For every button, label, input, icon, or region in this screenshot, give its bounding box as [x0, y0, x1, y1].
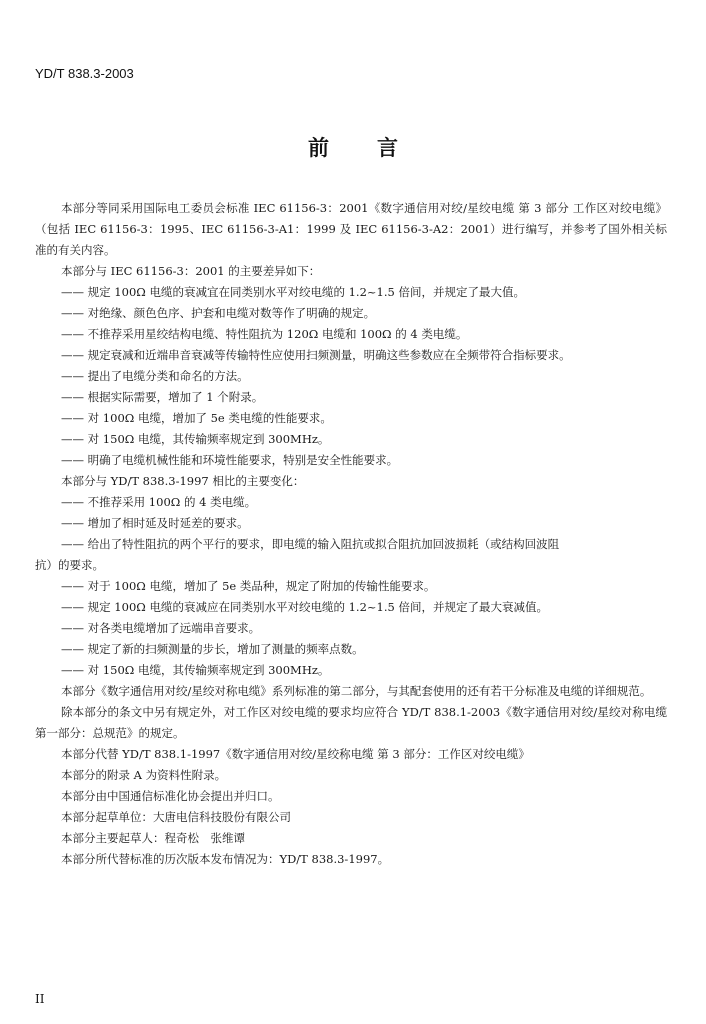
list-item: —— 不推荐采用星绞结构电缆、特性阻抗为 120Ω 电缆和 100Ω 的 4 类电缆。	[61, 327, 468, 341]
list-item: —— 对 150Ω 电缆，其传输频率规定到 300MHz。	[61, 663, 330, 677]
paragraph-supersedes: 本部分代替 YD/T 838.1-1997《数字通信用对绞/星绞称电缆 第 3 部分：工作区对绞电缆》	[61, 747, 530, 761]
foreword-body	[35, 198, 667, 870]
list-item: —— 对于 100Ω 电缆，增加了 5e 类品种，规定了附加的传输性能要求。	[61, 579, 436, 593]
page-number: II	[35, 992, 45, 1006]
list-item: —— 明确了电缆机械性能和环境性能要求，特别是安全性能要求。	[61, 453, 399, 467]
list-item: —— 规定了新的扫频测量的步长，增加了测量的频率点数。	[61, 642, 364, 656]
list-item: —— 增加了相时延及时延差的要求。	[61, 516, 249, 530]
paragraph-adoption: 本部分等同采用国际电工委员会标准 IEC 61156-3：2001《数字通信用对绞/星绞电缆 第 3 部分 工作区对绞电缆》（包括 IEC 61156-3：1995、IEC 61156-3-A1：1999 及 IEC 61156-3-A2：2001）进行编写，并参考了国外相关标准的有关内容。	[35, 201, 667, 257]
list-item: —— 给出了特性阻抗的两个平行的要求，即电缆的输入阻抗或拟合阻抗加回波损耗（或结构回波阻	[61, 537, 560, 551]
paragraph-annex: 本部分的附录 A 为资料性附录。	[61, 768, 227, 782]
list-item: —— 对绝缘、颜色色序、护套和电缆对数等作了明确的规定。	[61, 306, 376, 320]
list-item: —— 不推荐采用 100Ω 的 4 类电缆。	[61, 495, 257, 509]
paragraph-drafters: 本部分主要起草人：程奇松 张维谭	[61, 831, 245, 845]
paragraph-diff-yd-intro: 本部分与 YD/T 838.3-1997 相比的主要变化：	[61, 474, 305, 488]
list-item: —— 对 100Ω 电缆，增加了 5e 类电缆的性能要求。	[61, 411, 332, 425]
paragraph-general-spec: 除本部分的条文中另有规定外，对工作区对绞电缆的要求均应符合 YD/T 838.1-2003《数字通信用对绞/星绞对称电缆 第一部分：总规范》的规定。	[35, 705, 667, 740]
list-item: —— 规定 100Ω 电缆的衰减宜在同类别水平对绞电缆的 1.2~1.5 倍间，并规定了最大值。	[61, 285, 525, 299]
list-item: —— 规定衰减和近端串音衰减等传输特性应使用扫频测量，明确这些参数应在全频带符合指标要求。	[61, 348, 571, 362]
list-item: —— 规定 100Ω 电缆的衰减应在同类别水平对绞电缆的 1.2~1.5 倍间，并规定了最大衰减值。	[61, 600, 548, 614]
list-item: —— 根据实际需要，增加了 1 个附录。	[61, 390, 264, 404]
list-item: —— 对各类电缆增加了远端串音要求。	[61, 621, 261, 635]
paragraph-diff-iec-intro: 本部分与 IEC 61156-3：2001 的主要差异如下：	[61, 264, 321, 278]
paragraph-drafting-unit: 本部分起草单位：大唐电信科技股份有限公司	[61, 810, 291, 824]
list-item: —— 提出了电缆分类和命名的方法。	[61, 369, 249, 383]
page-title: 前言	[308, 136, 446, 160]
paragraph-series: 本部分《数字通信用对绞/星绞对称电缆》系列标准的第二部分，与其配套使用的还有若干分标准及电缆的详细规范。	[61, 684, 652, 698]
list-item-continuation: 抗）的要求。	[35, 558, 104, 572]
paragraph-history: 本部分所代替标准的历次版本发布情况为：YD/T 838.3-1997。	[61, 852, 390, 866]
standard-code: YD/T 838.3-2003	[35, 66, 134, 81]
list-item: —— 对 150Ω 电缆，其传输频率规定到 300MHz。	[61, 432, 330, 446]
paragraph-proposer: 本部分由中国通信标准化协会提出并归口。	[61, 789, 280, 803]
